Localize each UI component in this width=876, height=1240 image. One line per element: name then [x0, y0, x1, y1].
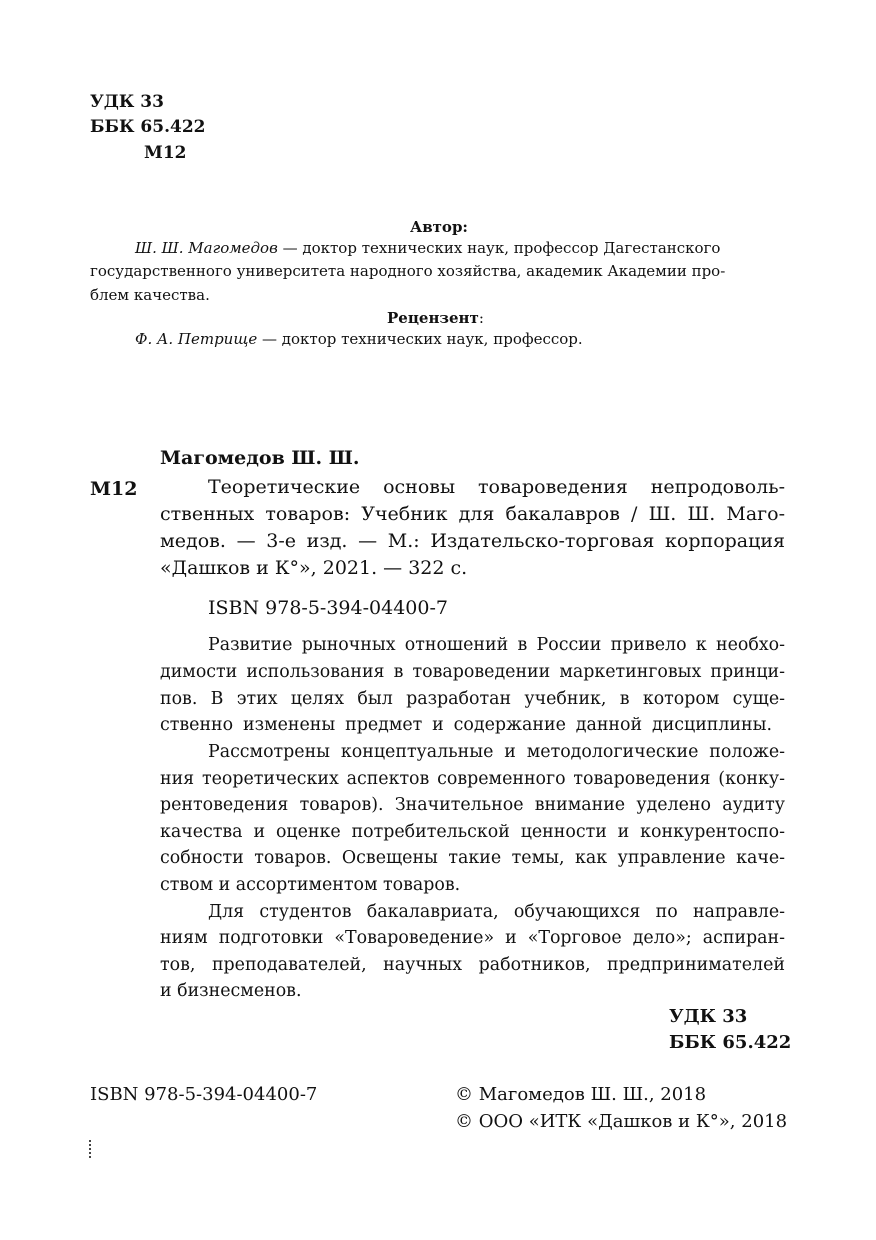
author-heading: Автор:: [410, 218, 468, 236]
author-line-1: [135, 237, 720, 261]
annotation-p3-line-4: и бизнесменов.: [160, 981, 302, 1001]
annotation-p3-line-2: ниям подготовки «Товароведение» и «Торговое дело»; аспиран-: [160, 928, 785, 948]
margin-dots: [89, 1140, 93, 1158]
title-line-4: «Дашков и К°», 2021. — 322 с.: [160, 557, 468, 579]
bbk-code-top: ББК 65.422: [90, 117, 206, 137]
udk-code-top: УДК 33: [90, 92, 164, 112]
reviewer-name: Ф. А. Петрище: [135, 330, 258, 348]
author-mark-top: М12: [144, 143, 187, 163]
reviewer-heading-label: Рецензент: [387, 309, 479, 327]
author-name: Ш. Ш. Магомедов: [135, 239, 278, 257]
copyright-author: © Магомедов Ш. Ш., 2018: [455, 1084, 707, 1105]
footer-isbn: ISBN 978-5-394-04400-7: [90, 1084, 318, 1105]
annotation-p1-line-3: пов. В этих целях был разработан учебник, в котором суще-: [160, 689, 785, 709]
annotation-p2-line-4: качества и оценке потребительской ценности и конкурентоспо-: [160, 822, 785, 842]
annotation-p2-line-5: собности товаров. Освещены такие темы, как управление каче-: [160, 848, 785, 868]
annotation-p1-line-4: ственно изменены предмет и содержание данной дисциплины.: [160, 715, 772, 735]
record-isbn: ISBN 978-5-394-04400-7: [208, 597, 448, 619]
annotation-p2-line-6: ством и ассортиментом товаров.: [160, 875, 461, 895]
annotation-p1-line-1: Развитие рыночных отношений в России привело к необхо-: [208, 635, 785, 655]
annotation-p3-line-3: тов, преподавателей, научных работников, предпринимателей: [160, 955, 785, 975]
record-mark: М12: [90, 478, 138, 500]
annotation-p1-line-2: димости использования в товароведении маркетинговых принци-: [160, 662, 785, 682]
author-line-3: блем качества.: [90, 286, 210, 304]
reviewer-heading-colon: :: [478, 309, 484, 327]
annotation-p3-line-1: Для студентов бакалавриата, обучающихся по направле-: [208, 902, 785, 922]
reviewer-line: [135, 328, 583, 352]
annotation-p2-line-2: ния теоретических аспектов современного товароведения (конку-: [160, 769, 785, 789]
title-line-2: ственных товаров: Учебник для бакалавров / Ш. Ш. Маго-: [160, 503, 785, 525]
annotation-p2-line-3: рентоведения товаров). Значительное внимание уделено аудиту: [160, 795, 785, 815]
title-line-1: Теоретические основы товароведения непродоволь-: [208, 476, 785, 498]
record-author-heading: Магомедов Ш. Ш.: [160, 447, 360, 469]
author-line-2: государственного университета народного хозяйства, академик Академии про-: [90, 262, 726, 280]
annotation-p2-line-1: Рассмотрены концептуальные и методологические положе-: [208, 742, 785, 762]
author-desc-1: — доктор технических наук, профессор Дагестанского: [277, 239, 721, 257]
bbk-code-bottom: ББК 65.422: [669, 1032, 792, 1053]
reviewer-desc: — доктор технических наук, профессор.: [257, 330, 583, 348]
copyright-publisher: © ООО «ИТК «Дашков и К°», 2018: [455, 1111, 788, 1132]
title-line-3: медов. — 3-е изд. — М.: Издательско-торговая корпорация: [160, 530, 785, 552]
reviewer-heading: [387, 307, 484, 331]
udk-code-bottom: УДК 33: [669, 1006, 748, 1027]
